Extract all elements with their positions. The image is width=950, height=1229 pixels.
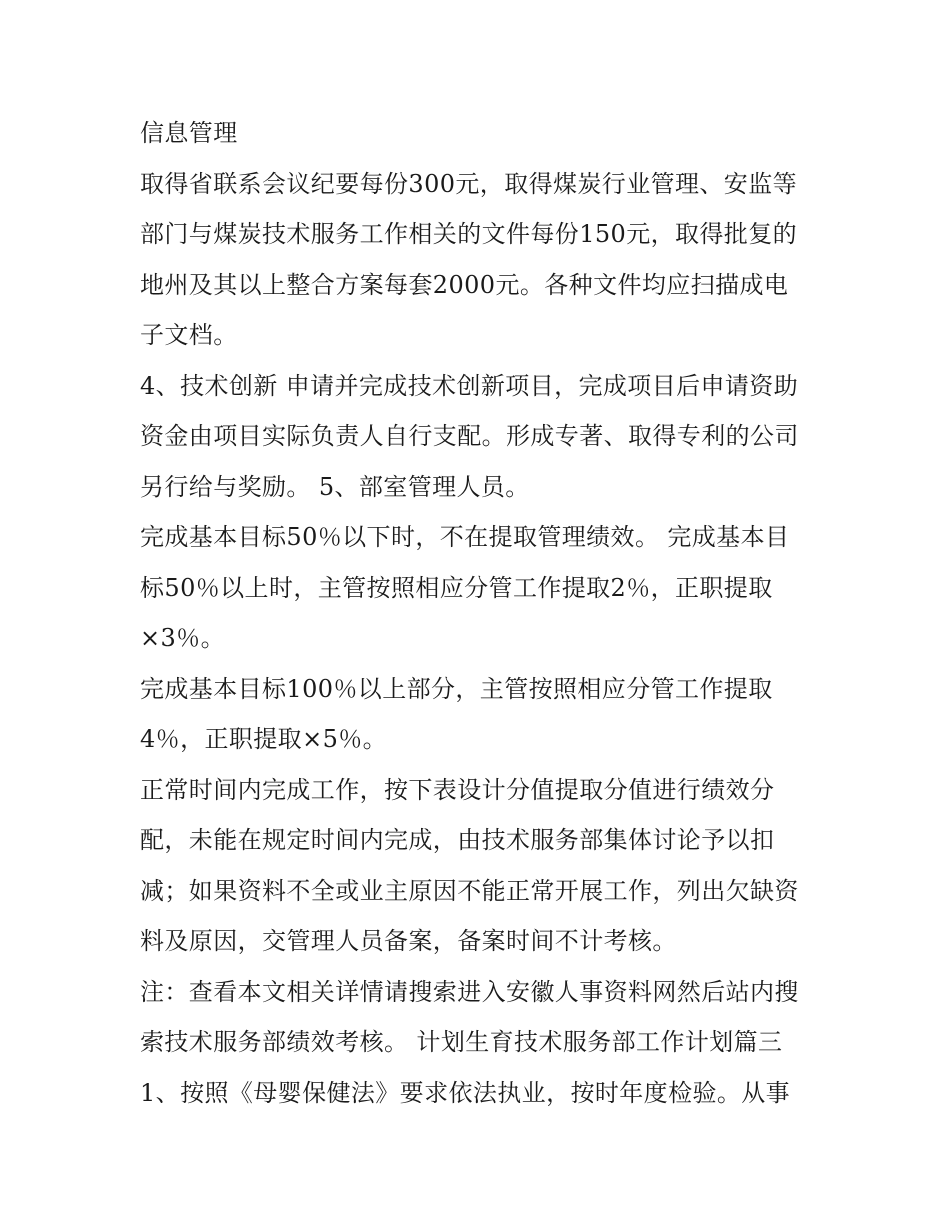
text-line: 信息管理 — [140, 119, 238, 147]
text-line: 料及原因，交管理人员备案，备案时间不计考核。 — [140, 927, 677, 955]
text-line: 正常时间内完成工作，按下表设计分值提取分值进行绩效分 — [140, 775, 775, 804]
text-line: 部门与煤炭技术服务工作相关的文件每份150元，取得批复的 — [140, 220, 798, 248]
text-line: 地州及其以上整合方案每套2000元。各种文件均应扫描成电 — [140, 270, 789, 299]
text-line: 减；如果资料不全或业主原因不能正常开展工作，列出欠缺资 — [140, 876, 799, 905]
text-line: 完成基本目标50％以下时，不在提取管理绩效。 完成基本目 — [140, 523, 790, 551]
text-line: 完成基本目标100％以上部分，主管按照相应分管工作提取 — [140, 674, 773, 703]
text-line: 4％，正职提取×5％。 — [140, 725, 388, 753]
text-line: 索技术服务部绩效考核。 计划生育技术服务部工作计划篇三 — [140, 1028, 783, 1056]
document-body — [140, 108, 820, 1118]
text-line: 子文档。 — [140, 321, 238, 349]
text-line: 另行给与奖励。 5、部室管理人员。 — [140, 472, 530, 501]
text-line: ×3％。 — [140, 624, 225, 652]
text-line: 资金由项目实际负责人自行支配。形成专著、取得专利的公司 — [140, 422, 799, 450]
text-line: 注：查看本文相关详情请搜索进入安徽人事资料网然后站内搜 — [140, 977, 799, 1006]
text-line: 配，未能在规定时间内完成，由技术服务部集体讨论予以扣 — [140, 826, 775, 854]
text-line: 1、按照《母婴保健法》要求依法执业，按时年度检验。从事 — [140, 1078, 791, 1107]
text-line: 取得省联系会议纪要每份300元，取得煤炭行业管理、安监等 — [140, 169, 798, 198]
text-line: 标50％以上时，主管按照相应分管工作提取2％，正职提取 — [140, 573, 773, 602]
text-line: 4、技术创新 申请并完成技术创新项目，完成项目后申请资助 — [140, 371, 799, 400]
